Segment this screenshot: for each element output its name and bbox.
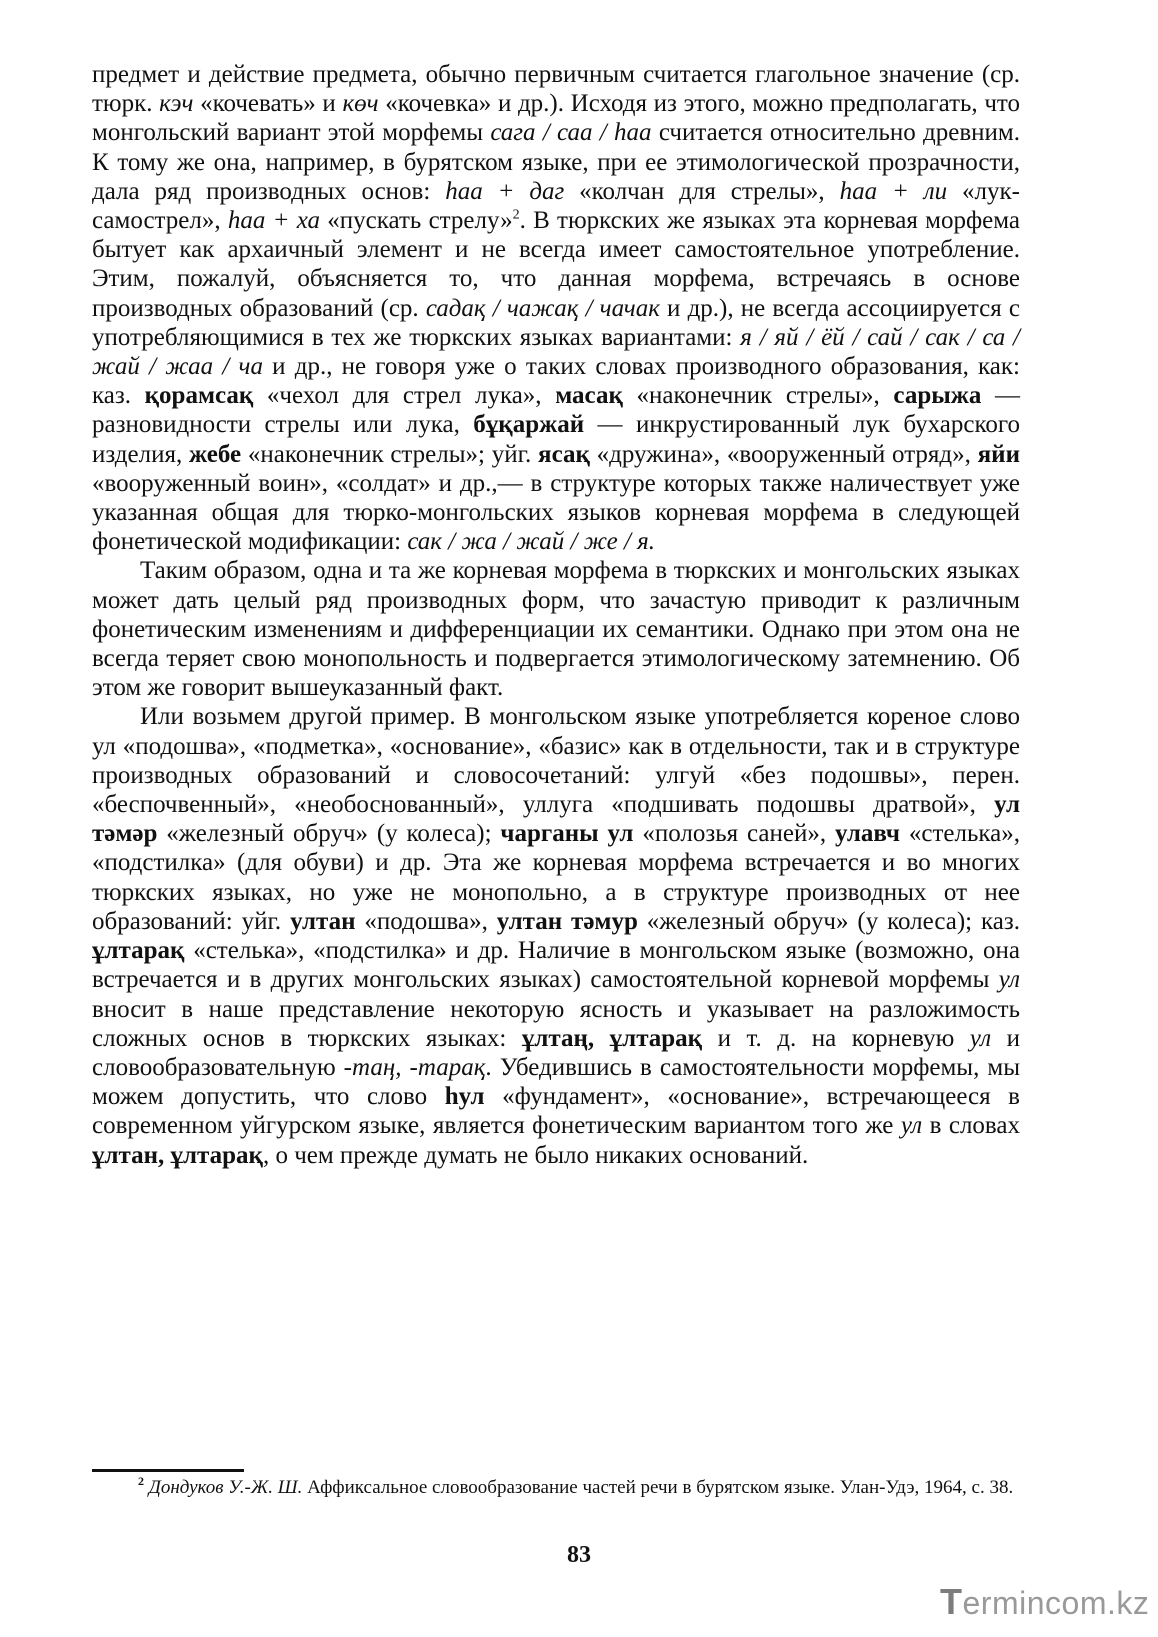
example-word: ұлтарақ [92, 937, 185, 965]
example-word: улавч [834, 820, 901, 848]
text-run: «дружина», «вооруженный отряд», [589, 440, 978, 468]
watermark-logo [940, 1581, 1149, 1623]
example-word: һул [444, 1083, 485, 1111]
example-word: ул тәмәр [92, 791, 1020, 848]
footnote-marker: 2 [138, 1474, 144, 1488]
text-run: «стелька», «подстилка» и др. Наличие в монгольском языке (возможно, она встречается и в других монгольских языках) самостоятельной корневой морфемы [92, 937, 1020, 994]
text-run: «колчан для стрелы», [564, 177, 840, 205]
example-word: ул [969, 1024, 992, 1052]
example-word: ултан [290, 907, 356, 935]
text-run: «наконечник стрелы», [622, 382, 894, 410]
example-word: сак / жа / жай / же / я. [407, 528, 656, 556]
footnote-reference: 2 [512, 207, 520, 223]
example-word: көч [342, 90, 379, 118]
footnote [92, 1474, 1020, 1501]
example-word: масақ [555, 382, 623, 410]
footnote-author: Дондуков У.-Ж. Ш. [148, 1477, 303, 1498]
text-run: «кочевка» и др.). Исходя из этого, можно предполагать, что монгольский вариант этой морфемы [92, 90, 1021, 147]
text-run: , о чем прежде думать не было никаких оснований. [262, 1141, 809, 1169]
text-run: предмет и действие предмета, обычно первичным считается глагольное значение (ср. тюрк. [92, 61, 1020, 118]
example-word: ул [900, 1112, 923, 1140]
example-word: садақ / чажақ / чачак [425, 294, 660, 322]
example-word: һаа + ха [227, 207, 321, 235]
footnote-divider [92, 1469, 244, 1472]
example-word: кэч [159, 90, 194, 118]
paragraph-3 [92, 702, 1020, 1169]
text-run: — разновидности стрелы или лука, [92, 382, 1021, 439]
text-run: «фундамент», «основание», встречающееся в современном уйгурском языке, является фонетическим вариантом того же [92, 1083, 1020, 1140]
text-run: . В тюркских же языках эта корневая морфема бытует как архаичный элемент и не всегда имеет самостоятельное употребление. Этим, пожалуй, объясняется то, что данная морфема, встречаясь в основе производных образований (ср. [92, 207, 1021, 322]
text-run: и словообразовательную [92, 1024, 1020, 1081]
text-run: считается относительно древним. К тому же она, например, в бурятском языке, при ее этимологической прозрачности, дала ряд производных основ: [92, 119, 1020, 205]
text-run: Или возьмем другой пример. В монгольском языке употребляется кореное слово ул «подошва», «подметка», «основание», «базис» как в отдельности, так и в структуре производных образований и словосочетаний: улгуй «без подошвы», перен. «беспочвенный», «необоснованный», уллуга «подшивать подошвы дратвой», [92, 703, 1020, 819]
example-word: ұлтаң, ұлтарақ [521, 1024, 703, 1052]
text-run: «кочевать» и [193, 90, 343, 118]
text-run: «вооруженный воин», «солдат» и др.,— в структуре которых также наличествует уже указанная общая для тюрко-монгольских языков корневая морфема в следующей фонетической модификации: [92, 469, 1020, 556]
example-word: қорамсақ [144, 382, 254, 410]
paragraph-1 [92, 60, 1020, 556]
page-number: 83 [567, 1542, 591, 1568]
footnote-text: Аффиксальное словообразование частей речи в бурятском языке. Улан-Удэ, 1964, с. 38. [302, 1477, 1014, 1498]
example-word: -таң, -тарақ [343, 1053, 486, 1081]
example-word: чарганы ул [500, 820, 634, 848]
example-word: һаа + ли [839, 177, 948, 205]
text-run: «железный обруч» (у колеса); [157, 820, 501, 848]
text-run: «пускать стрелу» [320, 207, 513, 235]
watermark-initial: T [940, 1581, 963, 1622]
main-text [92, 60, 1020, 1170]
text-run: и т. д. на корневую [702, 1024, 970, 1052]
text-run: «стелька», «подстилка» (для обуви) и др. Эта же корневая морфема встречается и во многих тюркских языках, но уже не монопольно, а в структуре производных от нее образований: уйг. [92, 820, 1021, 935]
text-run: — инкрустированный лук бухарского изделия, [92, 411, 1020, 468]
text-run: . Убедившись в самостоятельности морфемы, мы можем допустить, что слово [92, 1053, 1020, 1111]
text-run: вносит в наше представление некоторую ясность и указывает на разложимость сложных основ в тюркских языках: [92, 995, 1020, 1052]
example-word: сарыжа [893, 382, 982, 410]
text-run: «лук-самострел», [92, 177, 1020, 235]
example-word: яйи [977, 440, 1020, 468]
example-word: ул [998, 966, 1020, 994]
example-word: я / яй / ёй / сай / сак / са / жай / жаа / ча [92, 323, 1020, 381]
example-word: бұқаржай [473, 411, 585, 439]
text-run: «полозья саней», [633, 820, 835, 848]
example-word: ұлтан, ұлтарақ [92, 1141, 263, 1169]
text-run: «чехол для стрел лука», [253, 382, 556, 410]
text-run: и др., не говоря уже о таких словах производного образования, как: каз. [92, 353, 1020, 410]
example-word: сага / саа / һаа [490, 119, 652, 147]
text-run: и др.), не всегда ассоциируется с употребляющимися в тех же тюркских языках вариантами: [92, 294, 1020, 351]
text-run: «подошва», [355, 907, 497, 935]
example-word: жебе [188, 440, 242, 468]
text-run: в словах [922, 1112, 1021, 1140]
paragraph-2: Таким образом, одна и та же корневая морфема в тюркских и монгольских языках может дать целый ряд производных форм, что зачастую приводит к различным фонетическим изменениям и дифференциации их семантики. Однако при этом она не всегда теряет свою монопольность и подвергается этимологическому затемнению. Об этом же говорит вышеуказанный факт. [92, 557, 1020, 702]
watermark-text: ermincom.kz [962, 1585, 1150, 1621]
example-word: һаа + даг [445, 177, 565, 205]
text-run: «железный обруч» (у колеса); каз. [637, 907, 1021, 935]
example-word: ултан тәмур [496, 907, 638, 935]
example-word: ясақ [538, 440, 590, 468]
text-run: «наконечник стрелы»; уйг. [241, 440, 539, 468]
